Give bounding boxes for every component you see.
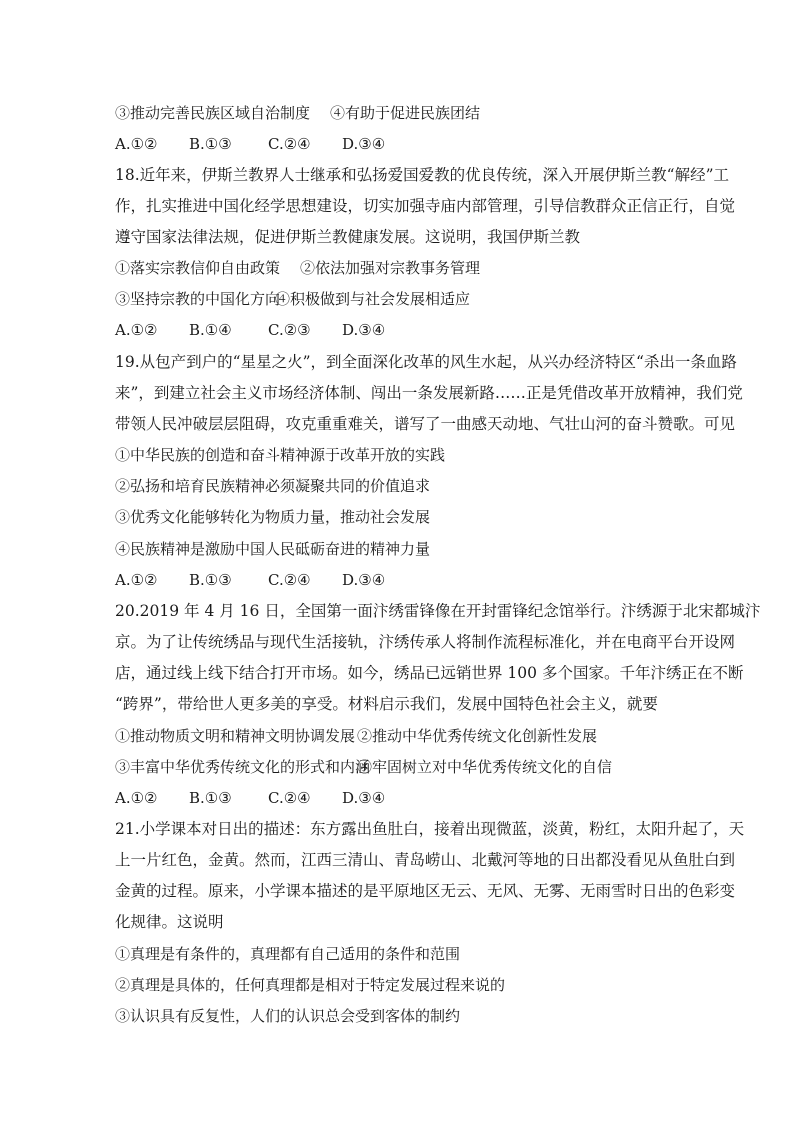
- q19-item-3: ③优秀文化能够转化为物质力量，推动社会发展: [115, 508, 431, 526]
- q20-items-3-4: [115, 757, 612, 777]
- q17-option-a: A.①②: [115, 135, 158, 153]
- q21-item-2: ②真理是具体的，任何真理都是相对于特定发展过程来说的: [115, 976, 506, 994]
- q19-item-1: ①中华民族的创造和奋斗精神源于改革开放的实践: [115, 446, 446, 464]
- q19-option-b: B.①③: [189, 571, 232, 589]
- q19-stem-line-2: 来”，到建立社会主义市场经济体制、闯出一条发展新路……正是凭借改革开放精神，我们党: [115, 384, 743, 402]
- q21-item-3: ③认识具有反复性，人们的认识总会受到客体的制约: [115, 1007, 461, 1025]
- q19-options: [115, 570, 385, 590]
- q18-item-1: ①落实宗教信仰自由政策: [115, 259, 281, 277]
- q20-option-b: B.①③: [189, 789, 232, 807]
- q19-option-d: D.③④: [342, 571, 386, 589]
- q18-item-4: ④积极做到与社会发展相适应: [275, 290, 471, 308]
- q21-item-1: ①真理是有条件的，真理都有自己适用的条件和范围: [115, 945, 461, 963]
- q18-items-3-4: [115, 289, 470, 309]
- q17-options: [115, 134, 385, 154]
- q21-stem-line-4: 化规律。这说明: [115, 913, 224, 931]
- q17-option-c: C.②④: [268, 135, 311, 153]
- q20-items-1-2: [115, 726, 597, 746]
- q18-option-a: A.①②: [115, 321, 158, 339]
- q19-option-c: C.②④: [268, 571, 311, 589]
- q18-stem-line-3: 遵守国家法律法规，促进伊斯兰教健康发展。这说明，我国伊斯兰教: [115, 228, 581, 246]
- q20-option-a: A.①②: [115, 789, 158, 807]
- q18-option-c: C.②③: [268, 321, 311, 339]
- q17-item-4: ④有助于促进民族团结: [330, 104, 481, 122]
- q19-option-a: A.①②: [115, 571, 158, 589]
- q20-option-c: C.②④: [268, 789, 311, 807]
- q21-stem-line-2: 上一片红色，金黄。然而，江西三清山、青岛崂山、北戴河等地的日出都没看见从鱼肚白到: [115, 851, 736, 869]
- q20-item-1: ①推动物质文明和精神文明协调发展: [115, 727, 356, 745]
- q21-stem-line-3: 金黄的过程。原来，小学课本描述的是平原地区无云、无风、无雾、无雨雪时日出的色彩变: [115, 882, 736, 900]
- q18-option-d: D.③④: [342, 321, 386, 339]
- q18-item-3: ③坚持宗教的中国化方向: [115, 290, 281, 308]
- q19-item-4: ④民族精神是激励中国人民砥砺奋进的精神力量: [115, 540, 431, 558]
- q19-stem-line-1: 19.从包产到户的“星星之火”，到全面深化改革的风生水起，从兴办经济特区“杀出一条血路: [115, 353, 737, 371]
- q20-stem-line-2: 京。为了让传统绣品与现代生活接轨，汴绣传承人将制作流程标准化，并在电商平台开设网: [115, 633, 736, 651]
- q19-stem-line-3: 带领人民冲破层层阻碍，攻克重重难关，谱写了一曲感天动地、气壮山河的奋斗赞歌。可见: [115, 415, 736, 433]
- q18-stem-line-1: 18.近年来，伊斯兰教界人士继承和弘扬爱国爱教的优良传统，深入开展伊斯兰教“解经”工: [115, 166, 730, 184]
- q17-items-3-4: [115, 103, 480, 123]
- q18-item-2: ②依法加强对宗教事务管理: [300, 259, 481, 277]
- q21-stem-line-1: 21.小学课本对日出的描述：东方露出鱼肚白，接着出现微蓝，淡黄，粉红，太阳升起了，天: [115, 820, 745, 838]
- q20-stem-line-4: “跨界”，带给世人更多美的享受。材料启示我们，发展中国特色社会主义，就要: [115, 695, 658, 713]
- q17-option-d: D.③④: [342, 135, 386, 153]
- q18-options: [115, 320, 385, 340]
- q20-item-4: ④牢固树立对中华优秀传统文化的自信: [357, 758, 613, 776]
- q18-stem-line-2: 作，扎实推进中国化经学思想建设，切实加强寺庙内部管理，引导信教群众正信正行，自觉: [115, 197, 736, 215]
- q19-item-2: ②弘扬和培育民族精神必须凝聚共同的价值追求: [115, 477, 431, 495]
- q20-option-d: D.③④: [342, 789, 386, 807]
- q20-item-2: ②推动中华优秀传统文化创新性发展: [357, 727, 598, 745]
- q18-option-b: B.①④: [189, 321, 232, 339]
- q20-item-3: ③丰富中华优秀传统文化的形式和内涵: [115, 758, 371, 776]
- q18-items-1-2: [115, 258, 480, 278]
- q20-stem-line-3: 店，通过线上线下结合打开市场。如今，绣品已远销世界 100 多个国家。千年汴绣正在不断: [115, 664, 744, 682]
- q17-option-b: B.①③: [189, 135, 232, 153]
- q17-item-3: ③推动完善民族区域自治制度: [115, 104, 311, 122]
- q20-options: [115, 788, 385, 808]
- q20-stem-line-1: 20.2019 年 4 月 16 日，全国第一面汴绣雷锋像在开封雷锋纪念馆举行。汴绣源于北宋都城汴: [115, 602, 761, 620]
